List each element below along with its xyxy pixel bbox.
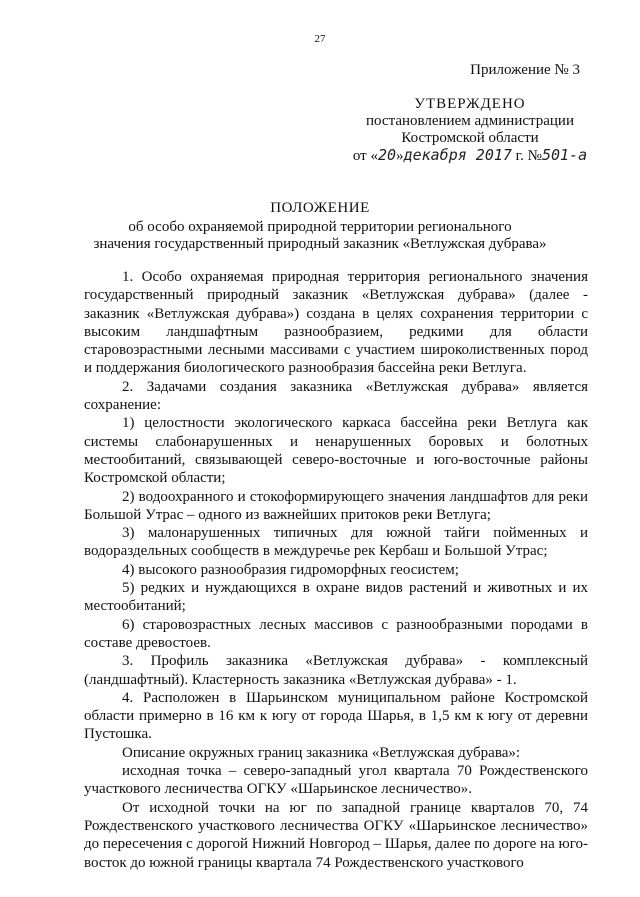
paragraph-1: 1. Особо охраняемая природная территория регионального значения государственный природный заказник «Ветлужская дубрава» (далее - заказник «Ветлужская дубрава») создана в целях сохранения территории с высоким ландшафтным разнообразием, редкими для области старовозрастными лесными массивами с участием широколиственных пород и поддержания биологического разнообразия бассейна реки Ветлуга.: [84, 269, 588, 377]
approved-heading: УТВЕРЖДЕНО: [414, 96, 526, 112]
date-mid: »: [396, 148, 404, 164]
paragraph-3: 1) целостности экологического каркаса бассейна реки Ветлуга как системы слабонарушенных и ненарушенных боровых и болотных местообитаний, связывающей северо-восточные и юго-восточные районы Костромской области;: [84, 415, 588, 487]
date-suffix: г. №: [511, 148, 542, 164]
title-line-2: значения государственный природный заказник «Ветлужская дубрава»: [93, 236, 547, 252]
approval-stamp-block: [350, 62, 590, 165]
paragraph-13: От исходной точки на юг по западной границе кварталов 70, 74 Рождественского участкового лесничества ОГКУ «Шарьинское лесничество» до пересечения с дорогой Нижний Новгород – Шарья, далее по дороге на юго-восток до южной границы квартала 74 Рождественского участкового: [84, 799, 588, 871]
approval-line-2: Костромской области: [401, 130, 539, 146]
page-number: 27: [314, 33, 326, 45]
document-title: [60, 200, 580, 253]
paragraph-7: 5) редких и нуждающихся в охране видов растений и животных и их местообитаний;: [84, 580, 588, 615]
paragraph-11: Описание окружных границ заказника «Ветлужская дубрава»:: [122, 744, 521, 761]
paragraph-8: 6) старовозрастных лесных массивов с разнообразными породами в составе древостоев.: [84, 616, 588, 651]
appendix-label: Приложение № 3: [470, 62, 580, 78]
approval-line-1: постановлением администрации: [366, 113, 574, 129]
paragraph-9: 3. Профиль заказника «Ветлужская дубрава» - комплексный (ландшафтный). Кластерность заказника «Ветлужская дубрава» - 1.: [84, 653, 588, 688]
paragraph-6: 4) высокого разнообразия гидроморфных геосистем;: [122, 561, 459, 578]
paragraph-4: 2) водоохранного и стокоформирующего значения ландшафтов для реки Большой Утрас – одного из важнейших притоков реки Ветлуга;: [84, 488, 588, 523]
title-line-1: об особо охраняемой природной территории регионального: [128, 219, 512, 235]
approval-date-line: [350, 147, 590, 165]
paragraph-5: 3) малонарушенных типичных для южной тайги пойменных и водораздельных сообществ в междуречье рек Кербаш и Большой Утрас;: [84, 525, 588, 560]
document-body: [84, 268, 588, 872]
date-month-year-handwritten: декабря 2017: [403, 146, 512, 164]
title-heading: ПОЛОЖЕНИЕ: [270, 200, 370, 216]
date-prefix: от «: [352, 148, 378, 164]
date-day-handwritten: 20: [377, 146, 397, 164]
paragraph-12: исходная точка – северо-западный угол квартала 70 Рождественского участкового лесничества ОГКУ «Шарьинское лесничество».: [84, 763, 588, 798]
paragraph-10: 4. Расположен в Шарьинском муниципальном районе Костромской области примерно в 16 км к югу от города Шарья, в 1,5 км к югу от деревни Пустошка.: [84, 689, 588, 743]
document-number-handwritten: 501-а: [541, 146, 588, 164]
paragraph-2: 2. Задачами создания заказника «Ветлужская дубрава» является сохранение:: [84, 378, 588, 414]
